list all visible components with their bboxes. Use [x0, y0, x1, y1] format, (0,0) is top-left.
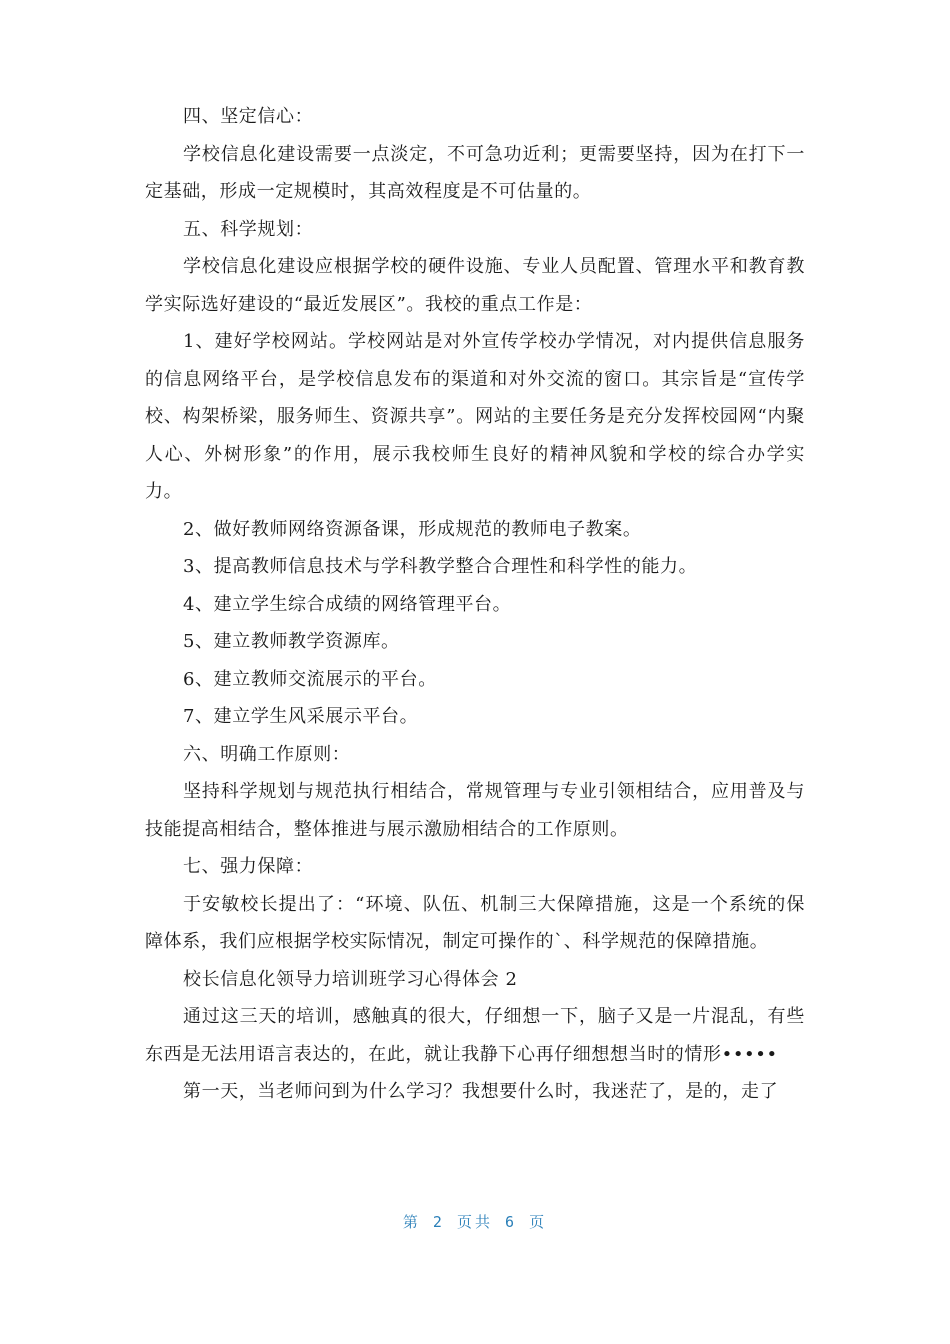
list-item: 4、建立学生综合成绩的网络管理平台。	[183, 593, 512, 615]
paragraph: 第一天，当老师问到为什么学习？我想要什么时，我迷茫了，是的，走了	[183, 1081, 779, 1102]
list-item: 3、提高教师信息技术与学科教学整合合理性和科学性的能力。	[183, 556, 698, 577]
page-number-footer: 第 2 页共 6 页	[402, 1213, 548, 1231]
paragraph: 坚持科学规划与规范执行相结合，常规管理与专业引领相结合，应用普及与技能提高相结合，整体推进与展示激励相结合的工作原则。	[145, 781, 805, 840]
article-title: 校长信息化领导力培训班学习心得体会 2	[183, 968, 518, 990]
list-item: 5、建立教师教学资源库。	[183, 631, 400, 652]
list-item: 1、建好学校网站。学校网站是对外宣传学校办学情况，对内提供信息服务的信息网络平台，是学校信息发布的渠道和对外交流的窗口。其宗旨是“宣传学校、构架桥梁，服务师生、资源共享”。网站的主要任务是充分发挥校园网“内聚人心、外树形象”的作用，展示我校师生良好的精神风貌和学校的综合办学实力。	[145, 331, 805, 502]
paragraph: 学校信息化建设需要一点淡定，不可急功近利；更需要坚持，因为在打下一定基础，形成一定规模时，其高效程度是不可估量的。	[145, 143, 805, 202]
list-item: 2、做好教师网络资源备课，形成规范的教师电子教案。	[183, 518, 642, 540]
list-item: 6、建立教师交流展示的平台。	[183, 668, 437, 690]
section-heading-confidence: 四、坚定信心：	[183, 106, 314, 127]
paragraph: 通过这三天的培训，感触真的很大，仔细想一下，脑子又是一片混乱，有些东西是无法用语言表达的，在此，就让我静下心再仔细想想当时的情形•••••	[145, 1006, 805, 1065]
paragraph: 学校信息化建设应根据学校的硬件设施、专业人员配置、管理水平和教育教学实际选好建设的“最近发展区”。我校的重点工作是：	[145, 256, 805, 315]
section-heading-guarantee: 七、强力保障：	[183, 856, 314, 877]
paragraph: 于安敏校长提出了：“环境、队伍、机制三大保障措施，这是一个系统的保障体系，我们应根据学校实际情况，制定可操作的`、科学规范的保障措施。	[145, 893, 805, 952]
document-body	[145, 98, 805, 1111]
section-heading-principles: 六、明确工作原则：	[183, 743, 351, 765]
section-heading-planning: 五、科学规划：	[183, 218, 314, 240]
list-item: 7、建立学生风采展示平台。	[183, 706, 419, 727]
